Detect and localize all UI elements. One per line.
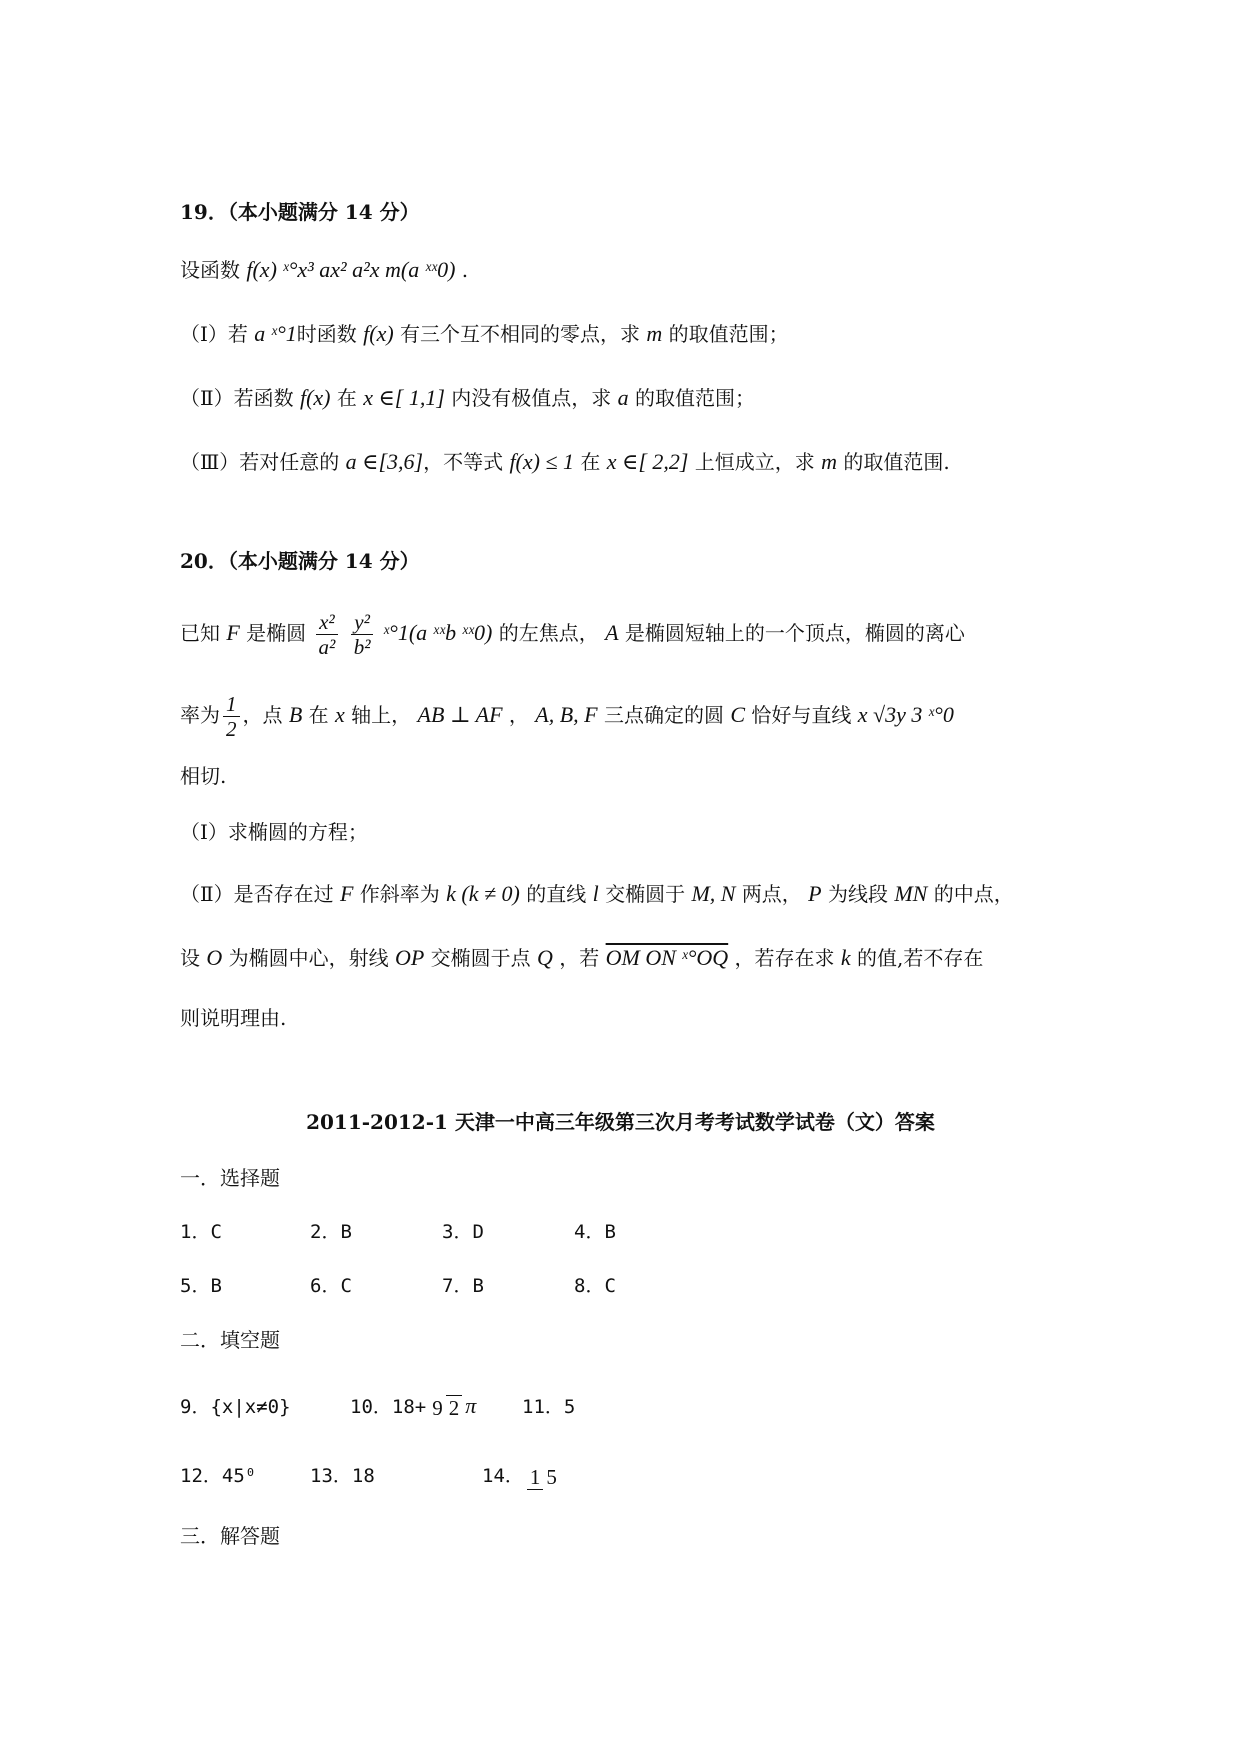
answer-item: 13．18 (310, 1465, 375, 1487)
q19-part2-label: （Ⅱ） (180, 386, 234, 410)
answer-item: 2．B (310, 1221, 352, 1243)
q20-formula: k (k ≠ 0) (446, 881, 520, 906)
q20-formula: MN (894, 881, 928, 906)
answer-item: 12．45⁰ (180, 1465, 257, 1487)
q19-stem-formula: f(x) ˣ°x³ ax² a²x m(a ˣˣ0) (246, 257, 456, 282)
answer-item: 5．B (180, 1275, 222, 1297)
q19-stem-suffix: . (461, 258, 469, 282)
answers-section-choice: 一．选择题 (180, 1166, 280, 1190)
answer-text: π (465, 1393, 477, 1418)
q20-formula: AB ⊥ AF (417, 702, 503, 727)
q20-text: 两点， (741, 882, 802, 906)
answers-title: 2011-2012-1 天津一中高三年级第三次月考考试数学试卷（文）答案 (306, 1110, 935, 1134)
q19-part1-label: （Ⅰ） (180, 322, 228, 346)
q19-part1-formula: a ˣ°1 (254, 321, 297, 346)
answers-row-3 (180, 1378, 575, 1436)
q19-part3-text: 在 (580, 450, 601, 474)
q20-line3: 相切. (180, 764, 227, 788)
q20-text: 为椭圆中心，射线 (228, 946, 389, 970)
frac-denominator: 2 (446, 1395, 463, 1420)
q19-part1-text: 的取值范围； (668, 322, 789, 346)
q19-part1-text: 若 (227, 322, 248, 346)
answer-item: 9．{x|x≠0} (180, 1396, 291, 1418)
q19-part3-formula: f(x) ≤ 1 (509, 449, 575, 474)
q20-text: 的直线 (526, 882, 587, 906)
q20-text: 恰好与直线 (751, 703, 852, 727)
q20-frac-half (223, 692, 240, 741)
q19-part3 (180, 448, 950, 476)
q19-part3-label: （Ⅲ） (180, 450, 240, 474)
answer-14-frac (527, 1449, 560, 1505)
q19-part2-text: 内没有极值点，求 (451, 386, 612, 410)
q20-formula: OP (394, 945, 425, 970)
q19-stem-prefix: 设函数 (180, 258, 240, 282)
answers-row-1 (180, 1218, 616, 1246)
q20-text: （Ⅱ）是否存在过 (180, 882, 334, 906)
q19-stem (180, 256, 468, 284)
answer-item-10 (350, 1378, 522, 1436)
q20-formula: x √3y 3 ˣ°0 (857, 702, 954, 727)
q20-line7: 则说明理由. (180, 1006, 287, 1030)
answer-item: 8．C (574, 1275, 616, 1297)
q20-text: 的左焦点， (498, 621, 599, 645)
q20-formula: F (339, 881, 354, 906)
q20-heading: 20．（本小题满分 14 分） (180, 549, 420, 573)
answer-item: 4．B (574, 1221, 616, 1243)
q19-part1 (180, 320, 789, 348)
q20-text: 交椭圆于 (605, 882, 686, 906)
q20-text: ，若 (559, 946, 600, 970)
answer-text: 10．18+ (350, 1396, 427, 1418)
q20-text: 为线段 (827, 882, 888, 906)
frac-denominator: a² (318, 635, 336, 659)
q20-formula: M, N (691, 881, 736, 906)
q20-frac-x (316, 610, 339, 659)
q20-formula: B (288, 702, 303, 727)
q20-text: 的中点， (933, 882, 1014, 906)
frac-denominator: 2 (226, 717, 237, 741)
q20-text: 三点确定的圆 (603, 703, 724, 727)
q19-part2-formula: x ∈[ 1,1] (363, 385, 445, 410)
q19-part3-text: 的取值范围. (843, 450, 950, 474)
q19-part1-formula: f(x) (363, 321, 394, 346)
q20-part2 (180, 880, 1014, 908)
answers-section-fill: 二．填空题 (180, 1328, 280, 1352)
q19-part3-formula: x ∈[ 2,2] (606, 449, 689, 474)
q20-formula: A, B, F (535, 702, 598, 727)
q19-part2-text: 在 (336, 386, 357, 410)
frac-numerator: y² (351, 610, 373, 635)
q19-part1-formula: m (646, 321, 663, 346)
q20-text: 交椭圆于点 (430, 946, 531, 970)
q19-part3-text: 上恒成立，求 (694, 450, 815, 474)
q20-text: 设 (180, 946, 200, 970)
q19-part1-text: 有三个互不相同的零点，求 (400, 322, 641, 346)
answer-item-14 (482, 1448, 563, 1505)
answer-item: 7．B (442, 1275, 484, 1297)
answer-10-frac (429, 1380, 462, 1436)
answer-item: 1．C (180, 1221, 222, 1243)
frac-numerator: x² (316, 610, 338, 635)
q20-line1 (180, 606, 965, 660)
q19-part1-text: 时函数 (296, 322, 357, 346)
frac-numerator: 9 (432, 1395, 443, 1420)
q20-text: 作斜率为 (359, 882, 440, 906)
q20-text: ，若存在求 (734, 946, 835, 970)
q19-part2-text: 若函数 (233, 386, 294, 410)
q20-formula: O (206, 945, 223, 970)
q20-text: ， (508, 703, 529, 727)
q20-formula: F (226, 620, 240, 645)
q20-line6 (180, 944, 983, 972)
q20-formula: P (808, 881, 822, 906)
answer-text: 14． (482, 1465, 524, 1487)
answers-row-2 (180, 1272, 616, 1300)
q19-part2-text: 的取值范围； (634, 386, 755, 410)
q20-formula: k (840, 945, 851, 970)
q20-text: 率为 (180, 703, 220, 727)
q20-formula: C (730, 702, 746, 727)
q20-formula: A (605, 620, 619, 645)
q20-text: 在 (308, 703, 329, 727)
q19-part2-formula: f(x) (299, 385, 331, 410)
answers-section-solution: 三．解答题 (180, 1524, 280, 1548)
q20-formula: Q (537, 945, 553, 970)
q19-part3-text: ，不等式 (423, 450, 504, 474)
q20-text: 已知 (180, 621, 220, 645)
q19-part2 (180, 384, 755, 412)
frac-numerator: 1 (527, 1465, 544, 1490)
q19-part2-formula: a (617, 385, 629, 410)
frac-numerator: 1 (223, 692, 240, 717)
q20-vector-formula: OM ON ˣ°OQ (605, 945, 729, 970)
q20-line2 (180, 688, 954, 742)
answer-item: 3．D (442, 1221, 484, 1243)
q19-part3-formula: a ∈[3,6] (345, 449, 424, 474)
answers-row-4 (180, 1448, 563, 1505)
q20-formula: l (592, 881, 599, 906)
q20-formula: x (335, 702, 345, 727)
q20-part1: （Ⅰ）求椭圆的方程； (180, 820, 368, 844)
q20-text: 是椭圆 (246, 621, 307, 645)
answer-item: 11．5 (522, 1396, 576, 1418)
frac-denominator: 5 (546, 1464, 557, 1489)
q20-text: 的值,若不存在 (857, 946, 984, 970)
q19-part3-formula: m (821, 449, 838, 474)
q20-text: 轴上， (351, 703, 412, 727)
q20-frac-y (351, 610, 374, 659)
answer-item: 6．C (310, 1275, 352, 1297)
q19-heading: 19．（本小题满分 14 分） (180, 200, 420, 224)
q20-formula: ˣ°1(a ˣˣb ˣˣ0) (382, 620, 493, 645)
q20-text: ，点 (242, 703, 283, 727)
q19-part3-text: 若对任意的 (239, 450, 340, 474)
q20-text: 是椭圆短轴上的一个顶点，椭圆的离心 (624, 621, 965, 645)
frac-denominator: b² (353, 635, 371, 659)
